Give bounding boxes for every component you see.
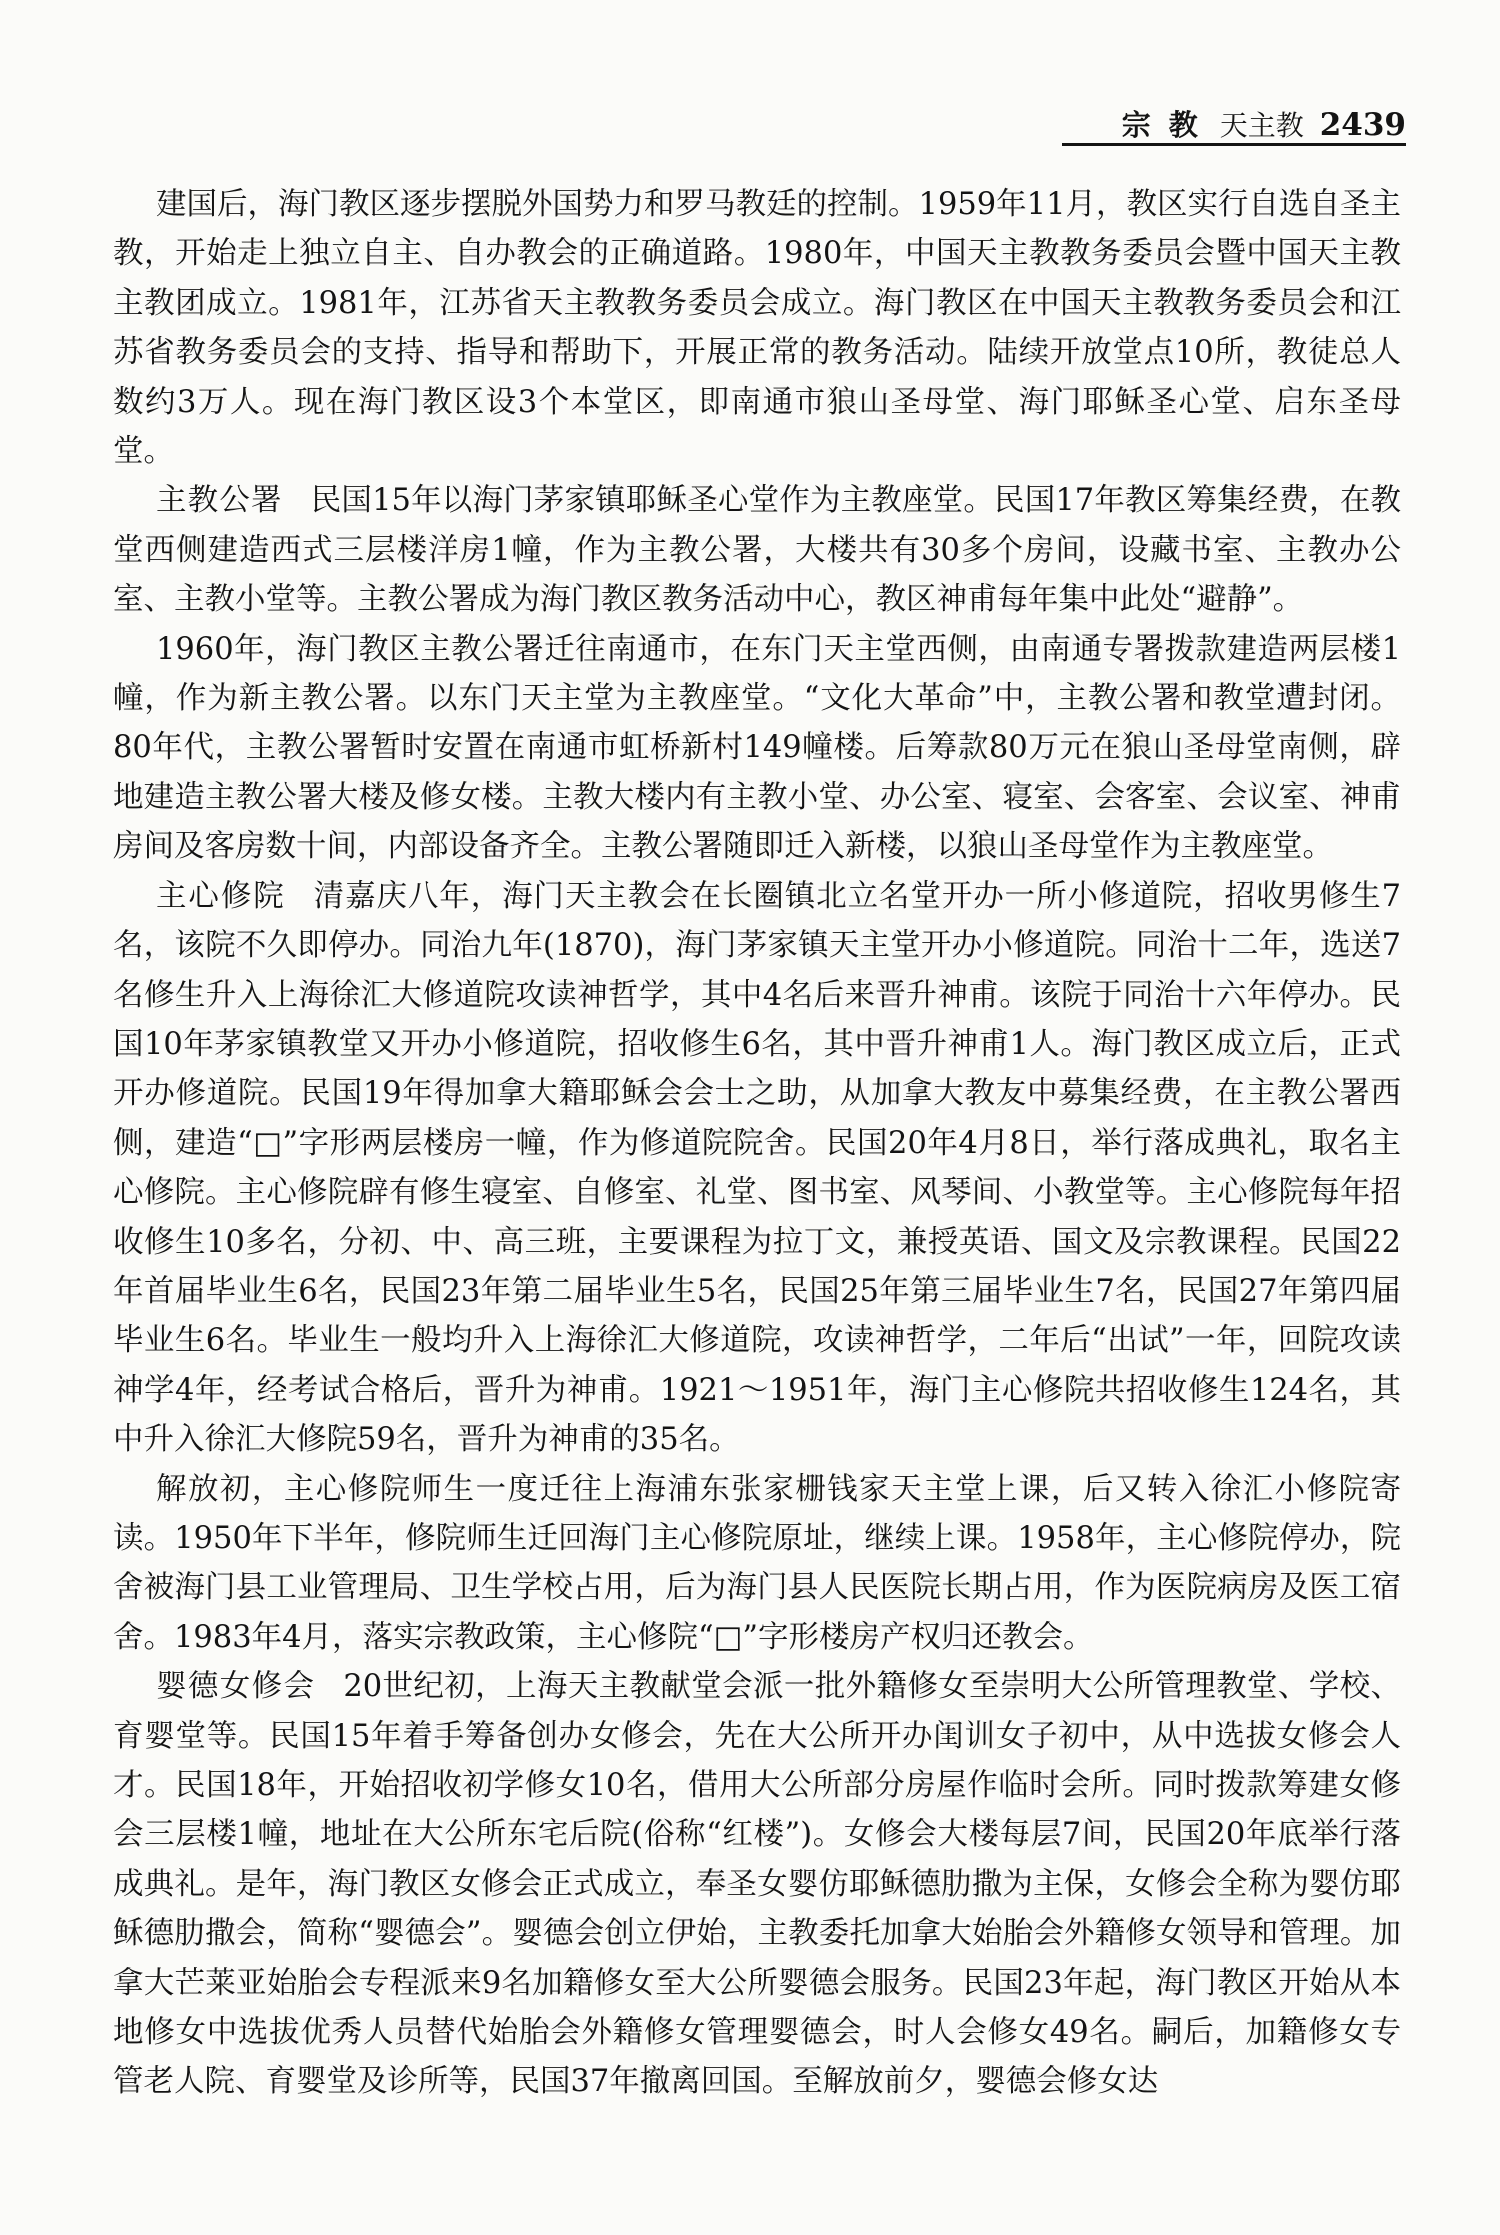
paragraph — [113, 625, 1401, 872]
paragraph-text: 20世纪初，上海天主教献堂会派一批外籍修女至崇明大公所管理教堂、学校、育婴堂等。民国15年着手筹备创办女修会，先在大公所开办闺训女子初中，从中选拔女修会人才。民国18年，开始招收初学修女10名，借用大公所部分房屋作临时会所。同时拨款筹建女修会三层楼1幢，地址在大公所东宅后院(俗称“红楼”)。女修会大楼每层7间，民国20年底举行落成典礼。是年，海门教区女修会正式成立，奉圣女婴仿耶稣德肋撒为主保，女修会全称为婴仿耶稣德肋撒会，简称“婴德会”。婴德会创立伊始，主教委托加拿大始胎会外籍修女领导和管理。加拿大芒莱亚始胎会专程派来9名加籍修女至大公所婴德会服务。民国23年起，海门教区开始从本地修女中选拔优秀人员替代始胎会外籍修女管理婴德会，时人会修女49名。嗣后，加籍修女专管老人院、育婴堂及诊所等，民国37年撤离回国。至解放前夕，婴德会修女达 — [113, 1669, 1402, 2100]
subsection-title: 天主教 — [1219, 109, 1304, 142]
running-header — [1122, 103, 1406, 144]
header-rule — [1062, 143, 1406, 146]
paragraph-text: 1960年，海门教区主教公署迁往南通市，在东门天主堂西侧，由南通专署拨款建造两层楼1幢，作为新主教公署。以东门天主堂为主教座堂。“文化大革命”中，主教公署和教堂遭封闭。80年代，主教公署暂时安置在南通市虹桥新村149幢楼。后筹款80万元在狼山圣母堂南侧，辟地建造主教公署大楼及修女楼。主教大楼内有主教小堂、办公室、寝室、会客室、会议室、神甫房间及客房数十间，内部设备齐全。主教公署随即迁入新楼，以狼山圣母堂作为主教座堂。 — [113, 631, 1401, 865]
paragraph — [113, 872, 1401, 1465]
paragraph-heading: 婴德女修会 — [156, 1669, 316, 1705]
paragraph-heading: 主教公署 — [156, 483, 283, 519]
paragraph-text: 清嘉庆八年，海门天主教会在长圈镇北立名堂开办一所小修道院，招收男修生7名，该院不久即停办。同治九年(1870)，海门茅家镇天主堂开办小修道院。同治十二年，选送7名修生升入上海徐汇大修道院攻读神哲学，其中4名后来晋升神甫。该院于同治十六年停办。民国10年茅家镇教堂又开办小修道院，招收修生6名，其中晋升神甫1人。海门教区成立后，正式开办修道院。民国19年得加拿大籍耶稣会会士之助，从加拿大教友中募集经费，在主教公署西侧，建造“□”字形两层楼房一幢，作为修道院院舍。民国20年4月8日，举行落成典礼，取名主心修院。主心修院辟有修生寝室、自修室、礼堂、图书室、风琴间、小教堂等。主心修院每年招收修生10多名，分初、中、高三班，主要课程为拉丁文，兼授英语、国文及宗教课程。民国22年首届毕业生6名，民国23年第二届毕业生5名，民国25年第三届毕业生7名，民国27年第四届毕业生6名。毕业生一般均升入上海徐汇大修道院，攻读神哲学，二年后“出试”一年，回院攻读神学4年，经考试合格后，晋升为神甫。1921～1951年，海门主心修院共招收修生124名，其中升入徐汇大修院59名，晋升为神甫的35名。 — [113, 878, 1402, 1458]
paragraph-text: 解放初，主心修院师生一度迁往上海浦东张家栅钱家天主堂上课，后又转入徐汇小修院寄读。1950年下半年，修院师生迁回海门主心修院原址，继续上课。1958年，主心修院停办，院舍被海门县工业管理局、卫生学校占用，后为海门县人民医院长期占用，作为医院病房及医工宿舍。1983年4月，落实宗教政策，主心修院“□”字形楼房产权归还教会。 — [113, 1471, 1401, 1655]
paragraph — [113, 1662, 1401, 2107]
page-body — [113, 180, 1401, 2107]
paragraph — [113, 1465, 1401, 1663]
section-title: 宗教 — [1121, 108, 1216, 142]
paragraph-heading: 主心修院 — [156, 878, 286, 914]
paragraph — [113, 476, 1401, 624]
paragraph — [113, 180, 1401, 476]
page-number: 2439 — [1319, 107, 1406, 143]
paragraph-text: 民国15年以海门茅家镇耶稣圣心堂作为主教座堂。民国17年教区筹集经费，在教堂西侧建造西式三层楼洋房1幢，作为主教公署，大楼共有30多个房间，设藏书室、主教办公室、主教小堂等。主教公署成为海门教区教务活动中心，教区神甫每年集中此处“避静”。 — [113, 483, 1402, 618]
paragraph-text: 建国后，海门教区逐步摆脱外国势力和罗马教廷的控制。1959年11月，教区实行自选自圣主教，开始走上独立自主、自办教会的正确道路。1980年，中国天主教教务委员会暨中国天主教主教团成立。1981年，江苏省天主教教务委员会成立。海门教区在中国天主教教务委员会和江苏省教务委员会的支持、指导和帮助下，开展正常的教务活动。陆续开放堂点10所，教徒总人数约3万人。现在海门教区设3个本堂区，即南通市狼山圣母堂、海门耶稣圣心堂、启东圣母堂。 — [113, 187, 1401, 470]
